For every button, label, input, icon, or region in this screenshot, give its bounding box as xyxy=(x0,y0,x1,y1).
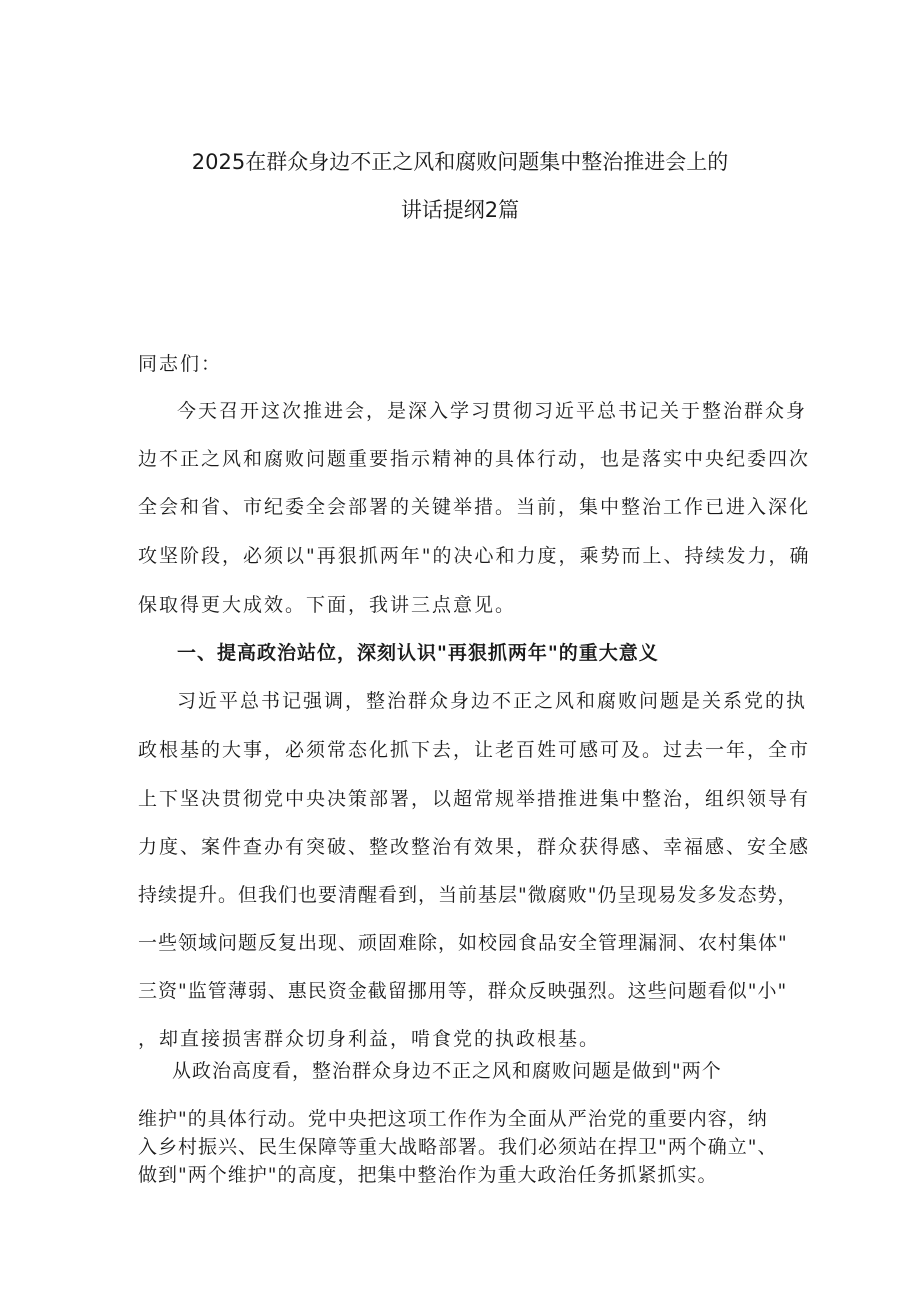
paragraph-line: 入乡村振兴、民生保障等重大战略部署。我们必须站在捍卫"两个确立"、 xyxy=(138,1136,778,1158)
paragraph-line: ，却直接损害群众切身利益，啃食党的执政根基。 xyxy=(138,1028,601,1050)
document-title-line-1: 2025在群众身边不正之风和腐败问题集中整治推进会上的 xyxy=(191,150,729,174)
paragraph-line: 上下坚决贯彻党中央决策部署，以超常规举措推进集中整治，组织领导有 xyxy=(138,788,811,810)
paragraph-line: 习近平总书记强调，整治群众身边不正之风和腐败问题是关系党的执 xyxy=(177,690,808,712)
paragraph-line: 一些领域问题反复出现、顽固难除，如校园食品安全管理漏洞、农村集体" xyxy=(138,932,788,954)
paragraph-line: 从政治高度看，整治群众身边不正之风和腐败问题是做到"两个 xyxy=(172,1060,722,1082)
paragraph-line: 保取得更大成效。下面，我讲三点意见。 xyxy=(138,594,517,616)
paragraph-line: 维护"的具体行动。党中央把这项工作作为全面从严治党的重要内容，纳 xyxy=(138,1108,768,1130)
paragraph-line: 今天召开这次推进会，是深入学习贯彻习近平总书记关于整治群众身 xyxy=(177,400,808,422)
paragraph-line: 力度、案件查办有突破、整改整治有效果，群众获得感、幸福感、安全感 xyxy=(138,836,811,858)
paragraph-line: 全会和省、市纪委全会部署的关键举措。当前，集中整治工作已进入深化 xyxy=(138,496,811,518)
paragraph-line: 边不正之风和腐败问题重要指示精神的具体行动，也是落实中央纪委四次 xyxy=(138,448,811,470)
document-title-line-2: 讲话提纲2篇 xyxy=(400,198,520,222)
paragraph-line: 政根基的大事，必须常态化抓下去，让老百姓可感可及。过去一年，全市 xyxy=(138,739,811,761)
paragraph-line: 三资"监管薄弱、惠民资金截留挪用等，群众反映强烈。这些问题看似"小" xyxy=(138,980,788,1002)
paragraph-line: 做到"两个维护"的高度，把集中整治作为重大政治任务抓紧抓实。 xyxy=(138,1164,718,1186)
section-heading-1: 一、提高政治站位，深刻认识"再狠抓两年"的重大意义 xyxy=(177,642,659,664)
paragraph-line: 持续提升。但我们也要清醒看到，当前基层"微腐败"仍呈现易发多发态势， xyxy=(138,884,798,906)
paragraph-line: 攻坚阶段，必须以"再狠抓两年"的决心和力度，乘势而上、持续发力，确 xyxy=(138,545,811,567)
salutation: 同志们： xyxy=(138,353,223,375)
